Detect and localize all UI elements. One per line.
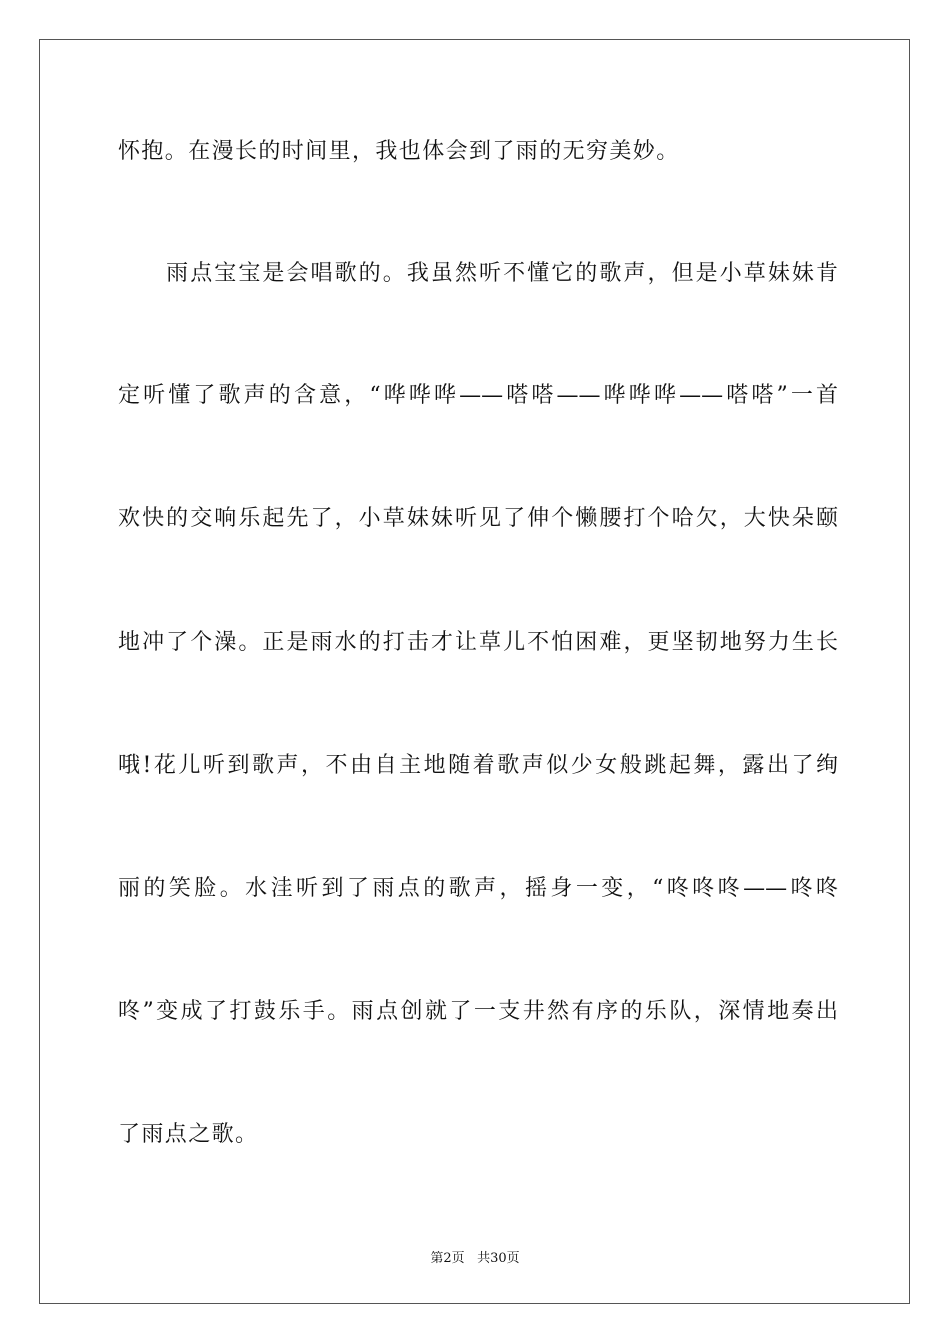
text-line-4: 欢快的交响乐起先了，小草妹妹听见了伸个懒腰打个哈欠，大快朵颐	[118, 506, 838, 531]
text-line-3: 定听懂了歌声的含意，“哗哗哗——嗒嗒——哗哗哗——嗒嗒”一首	[118, 383, 838, 408]
text-line-6: 哦!花儿听到歌声，不由自主地随着歌声似少女般跳起舞，露出了绚	[118, 753, 838, 778]
page-frame	[39, 39, 910, 1304]
page-number: 第2页	[430, 1251, 465, 1266]
text-line-2: 雨点宝宝是会唱歌的。我虽然听不懂它的歌声，但是小草妹妹肯	[118, 261, 838, 286]
page-total: 共30页	[477, 1251, 520, 1266]
text-line-8: 咚”变成了打鼓乐手。雨点创就了一支井然有序的乐队，深情地奏出	[118, 999, 838, 1024]
page-footer	[0, 1247, 950, 1266]
text-line-1: 怀抱。在漫长的时间里，我也体会到了雨的无穷美妙。	[118, 139, 680, 164]
text-line-7: 丽的笑脸。水洼听到了雨点的歌声，摇身一变，“咚咚咚——咚咚	[118, 876, 838, 901]
text-line-5: 地冲了个澡。正是雨水的打击才让草儿不怕困难，更坚韧地努力生长	[118, 630, 838, 655]
text-line-9: 了雨点之歌。	[118, 1122, 259, 1147]
